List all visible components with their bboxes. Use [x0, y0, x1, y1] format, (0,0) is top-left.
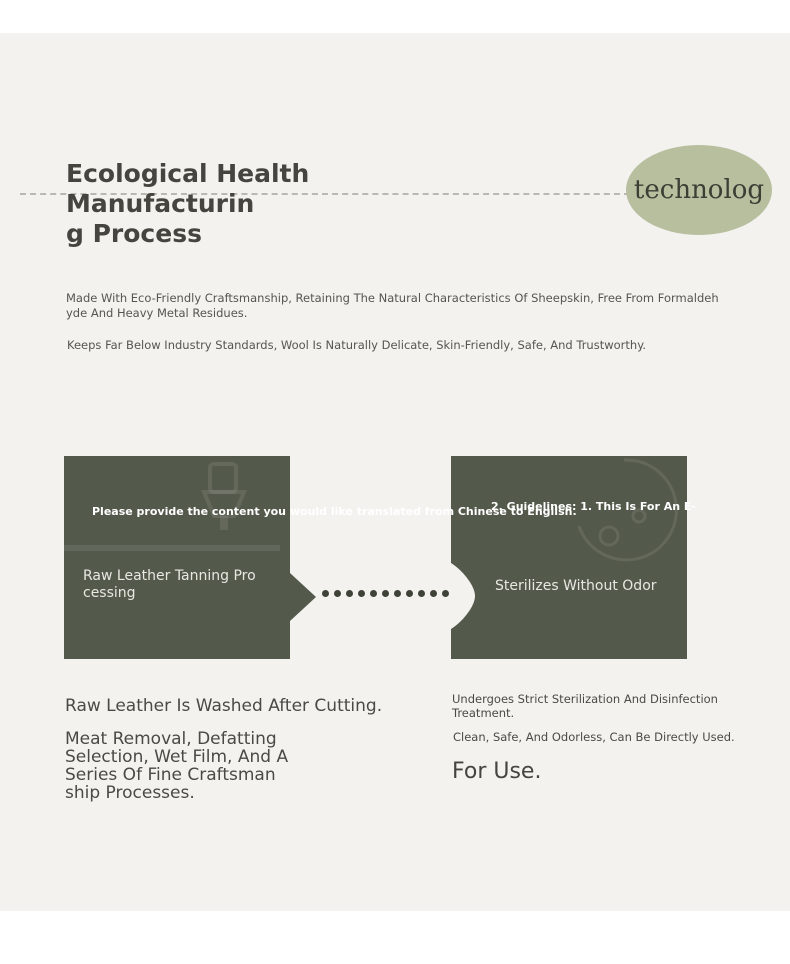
connector-dots — [322, 590, 449, 597]
card-divider-bar — [64, 545, 280, 551]
dot — [346, 590, 353, 597]
dot — [334, 590, 341, 597]
technology-badge: technolog — [626, 145, 772, 235]
content-panel — [0, 33, 790, 911]
card-notch — [451, 563, 477, 629]
dot — [418, 590, 425, 597]
card-sterilize — [451, 456, 687, 659]
dot — [442, 590, 449, 597]
dot — [382, 590, 389, 597]
description-paragraph-1: Made With Eco-Friendly Craftsmanship, Retaining The Natural Characteristics Of Sheepskin, Free From Formaldeh yde And Heavy Metal Residues. — [66, 291, 719, 320]
detail-right-2: Clean, Safe, And Odorless, Can Be Directly Used. — [453, 730, 735, 744]
card-tanning-label: Raw Leather Tanning Pro cessing — [83, 568, 256, 601]
dot — [394, 590, 401, 597]
dot — [370, 590, 377, 597]
dot — [322, 590, 329, 597]
card-tanning — [64, 456, 290, 659]
overlay-text-left: Please provide the content you would like translated from Chinese to English. — [92, 505, 577, 518]
dot — [430, 590, 437, 597]
detail-left-1: Raw Leather Is Washed After Cutting. — [65, 696, 383, 716]
detail-right-3: For Use. — [452, 759, 542, 784]
detail-left-2: Meat Removal, Defatting Selection, Wet Film, And A Series Of Fine Craftsman ship Processes. — [65, 729, 289, 803]
card-arrow — [290, 573, 316, 621]
page-title: Ecological Health Manufacturin g Process — [66, 159, 310, 248]
description-paragraph-2: Keeps Far Below Industry Standards, Wool Is Naturally Delicate, Skin-Friendly, Safe, And Trustworthy. — [67, 338, 647, 352]
dot — [406, 590, 413, 597]
detail-right-1: Undergoes Strict Sterilization And Disinfection Treatment. — [452, 692, 718, 720]
overlay-text-right: 2. Guidelines: 1. This Is For An E- — [491, 500, 696, 513]
tanning-machine-icon — [194, 456, 254, 536]
dot — [358, 590, 365, 597]
card-sterilize-label: Sterilizes Without Odor — [495, 578, 657, 594]
